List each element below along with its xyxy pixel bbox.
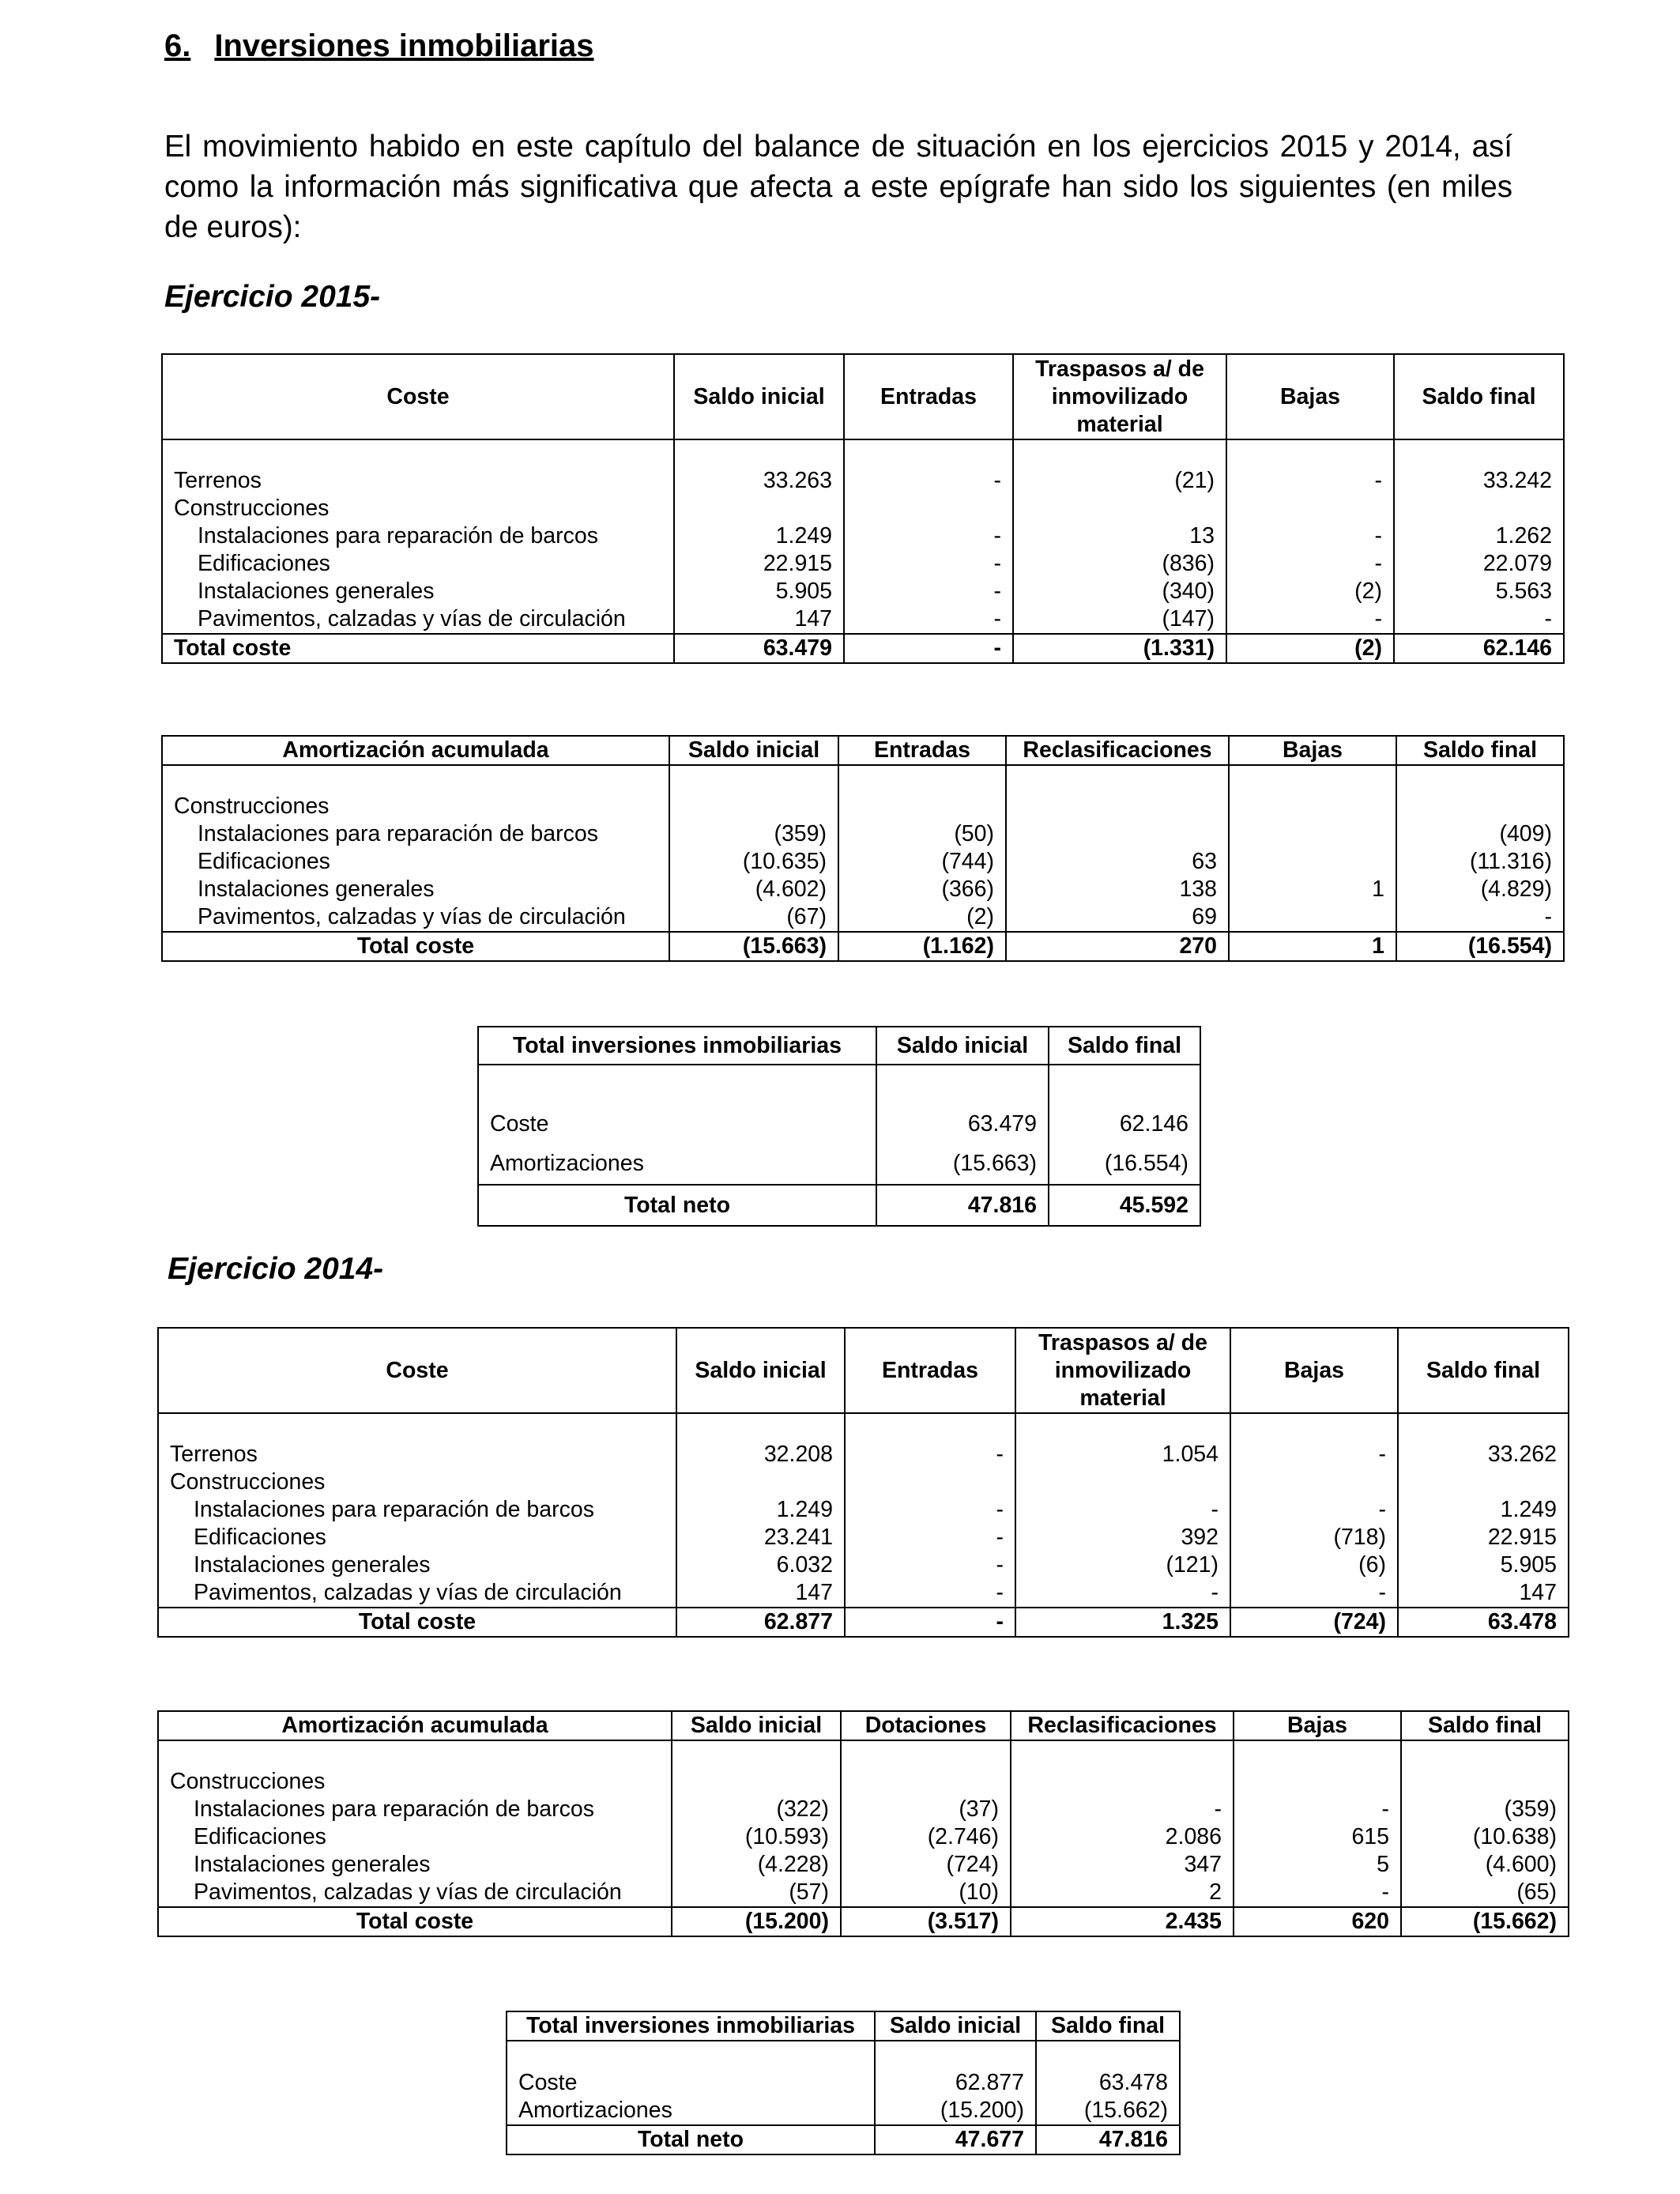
col-header: Reclasificaciones — [1011, 1711, 1234, 1740]
cell: - — [1396, 903, 1564, 932]
table-row — [478, 1104, 1200, 1144]
total-cell: 62.146 — [1394, 634, 1564, 663]
row-label: Instalaciones para reparación de barcos — [158, 1496, 676, 1524]
table-resumen-2015 — [477, 1026, 1201, 1227]
cell — [669, 793, 838, 820]
total-cell: (15.663) — [669, 932, 838, 961]
table-row — [162, 903, 1564, 932]
table-row — [158, 1579, 1569, 1608]
table-row — [162, 578, 1564, 605]
cell: - — [1015, 1579, 1230, 1608]
subtitle-2014: Ejercicio 2014- — [168, 1252, 384, 1286]
col-header: Saldo final — [1049, 1027, 1200, 1065]
cell: - — [844, 522, 1013, 550]
row-label: Amortizaciones — [507, 2097, 875, 2125]
total-row — [478, 1185, 1200, 1226]
row-label: Instalaciones para reparación de barcos — [162, 820, 669, 848]
table-row — [162, 876, 1564, 903]
cell: 6.032 — [676, 1551, 845, 1579]
table-row — [162, 605, 1564, 634]
cell: (11.316) — [1396, 848, 1564, 876]
total-cell: (1.331) — [1013, 634, 1226, 663]
cell: (15.662) — [1036, 2097, 1180, 2125]
total-cell: 47.816 — [876, 1185, 1049, 1226]
total-row — [158, 1907, 1569, 1936]
total-label: Total neto — [507, 2125, 875, 2154]
cell — [1229, 848, 1396, 876]
subtitle-2015: Ejercicio 2015- — [164, 280, 381, 314]
table-coste-2015 — [161, 353, 1565, 664]
cell: 5.905 — [1398, 1551, 1569, 1579]
cell: (340) — [1013, 578, 1226, 605]
cell — [1226, 495, 1394, 522]
cell: (6) — [1230, 1551, 1398, 1579]
table-header-row — [158, 1328, 1569, 1413]
col-header: Coste — [162, 354, 674, 439]
section-title: Inversiones inmobiliarias — [214, 28, 594, 63]
cell: (724) — [841, 1851, 1011, 1879]
cell: - — [845, 1551, 1015, 1579]
cell: - — [1011, 1796, 1234, 1823]
cell: (16.554) — [1049, 1144, 1200, 1185]
row-label: Instalaciones para reparación de barcos — [158, 1796, 672, 1823]
cell: - — [1234, 1879, 1401, 1907]
intro-paragraph: El movimiento habido en este capítulo del balance de situación en los ejercicios 2015 y 2014, así como la información más significativa que afecta a este epígrafe han sido los siguientes (en miles de euros): — [164, 130, 1512, 244]
table-row — [507, 2097, 1180, 2125]
cell: (2.746) — [841, 1823, 1011, 1851]
table-header-row — [507, 2011, 1180, 2041]
table-coste-2014 — [157, 1327, 1569, 1638]
cell: (366) — [838, 876, 1006, 903]
spacer-row — [158, 1740, 1569, 1768]
cell: - — [844, 467, 1013, 495]
cell: (50) — [838, 820, 1006, 848]
cell: - — [1230, 1496, 1398, 1524]
cell — [1229, 820, 1396, 848]
cell: - — [844, 605, 1013, 634]
cell: 22.079 — [1394, 550, 1564, 578]
row-label: Construcciones — [162, 793, 669, 820]
cell: (10.638) — [1401, 1823, 1569, 1851]
row-label: Instalaciones generales — [162, 876, 669, 903]
cell — [844, 495, 1013, 522]
col-header: Entradas — [845, 1328, 1015, 1413]
cell: (718) — [1230, 1524, 1398, 1551]
cell: 63.479 — [876, 1104, 1049, 1144]
cell — [1401, 1768, 1569, 1796]
cell: 33.263 — [674, 467, 844, 495]
cell: 5.563 — [1394, 578, 1564, 605]
cell: (10) — [841, 1879, 1011, 1907]
cell: 22.915 — [674, 550, 844, 578]
cell: 2 — [1011, 1879, 1234, 1907]
row-label: Construcciones — [158, 1768, 672, 1796]
col-header: Bajas — [1226, 354, 1394, 439]
total-cell: 620 — [1234, 1907, 1401, 1936]
cell: 1.249 — [1398, 1496, 1569, 1524]
col-header: Saldo inicial — [672, 1711, 841, 1740]
cell: (15.200) — [875, 2097, 1036, 2125]
cell: (744) — [838, 848, 1006, 876]
row-label: Instalaciones generales — [158, 1551, 676, 1579]
cell — [1394, 495, 1564, 522]
total-cell: 270 — [1006, 932, 1229, 961]
total-cell: 2.435 — [1011, 1907, 1234, 1936]
col-header: Bajas — [1234, 1711, 1401, 1740]
col-header: Saldo final — [1394, 354, 1564, 439]
cell: - — [844, 550, 1013, 578]
cell — [1015, 1468, 1230, 1496]
total-label: Total neto — [478, 1185, 876, 1226]
cell — [674, 495, 844, 522]
table-row — [158, 1551, 1569, 1579]
cell: (4.228) — [672, 1851, 841, 1879]
cell: 347 — [1011, 1851, 1234, 1879]
cell: - — [1226, 550, 1394, 578]
table-header-row — [158, 1711, 1569, 1740]
total-label: Total coste — [162, 634, 674, 663]
row-label: Construcciones — [162, 495, 674, 522]
cell: (359) — [1401, 1796, 1569, 1823]
cell — [1011, 1768, 1234, 1796]
total-cell: 1.325 — [1015, 1608, 1230, 1637]
cell: - — [845, 1441, 1015, 1468]
row-label: Pavimentos, calzadas y vías de circulación — [158, 1879, 672, 1907]
cell: (10.593) — [672, 1823, 841, 1851]
table-row — [158, 1468, 1569, 1496]
table-header-row — [162, 736, 1564, 765]
cell: 69 — [1006, 903, 1229, 932]
row-label: Amortizaciones — [478, 1144, 876, 1185]
col-header: Total inversiones inmobiliarias — [507, 2011, 875, 2041]
total-cell: - — [844, 634, 1013, 663]
spacer-row — [507, 2041, 1180, 2069]
row-label: Coste — [478, 1104, 876, 1144]
cell: 22.915 — [1398, 1524, 1569, 1551]
cell — [1006, 793, 1229, 820]
cell: 138 — [1006, 876, 1229, 903]
col-header: Amortización acumulada — [158, 1711, 672, 1740]
cell: 1.054 — [1015, 1441, 1230, 1468]
row-label: Pavimentos, calzadas y vías de circulación — [162, 903, 669, 932]
cell: (4.600) — [1401, 1851, 1569, 1879]
cell: - — [1226, 605, 1394, 634]
total-cell: (15.662) — [1401, 1907, 1569, 1936]
total-cell: 45.592 — [1049, 1185, 1200, 1226]
cell: 63 — [1006, 848, 1229, 876]
table-row — [162, 495, 1564, 522]
table-row — [158, 1524, 1569, 1551]
total-cell: 63.478 — [1398, 1608, 1569, 1637]
cell: - — [1226, 467, 1394, 495]
col-header: Saldo inicial — [676, 1328, 845, 1413]
total-cell: 47.816 — [1036, 2125, 1180, 2154]
cell: - — [844, 578, 1013, 605]
cell: 63.478 — [1036, 2069, 1180, 2097]
row-label: Instalaciones generales — [158, 1851, 672, 1879]
col-header: Reclasificaciones — [1006, 736, 1229, 765]
table-amort-2015 — [161, 735, 1565, 962]
table-row — [158, 1823, 1569, 1851]
table-row — [158, 1768, 1569, 1796]
row-label: Terrenos — [158, 1441, 676, 1468]
cell — [1230, 1468, 1398, 1496]
cell: (65) — [1401, 1879, 1569, 1907]
cell — [838, 793, 1006, 820]
cell — [1006, 820, 1229, 848]
cell: - — [1234, 1796, 1401, 1823]
cell: 5 — [1234, 1851, 1401, 1879]
table-row — [162, 522, 1564, 550]
total-label: Total coste — [158, 1608, 676, 1637]
table-row — [158, 1879, 1569, 1907]
cell: - — [1015, 1496, 1230, 1524]
cell: 33.262 — [1398, 1441, 1569, 1468]
total-row — [507, 2125, 1180, 2154]
row-label: Edificaciones — [158, 1524, 676, 1551]
cell: (2) — [1226, 578, 1394, 605]
table-amort-2014 — [157, 1710, 1569, 1937]
cell: 62.877 — [875, 2069, 1036, 2097]
total-cell: 62.877 — [676, 1608, 845, 1637]
cell: (10.635) — [669, 848, 838, 876]
cell — [1013, 495, 1226, 522]
cell: (57) — [672, 1879, 841, 1907]
cell: (67) — [669, 903, 838, 932]
row-label: Edificaciones — [162, 550, 674, 578]
cell: - — [845, 1579, 1015, 1608]
col-header: Dotaciones — [841, 1711, 1011, 1740]
table-row — [162, 550, 1564, 578]
cell: (21) — [1013, 467, 1226, 495]
total-cell: 47.677 — [875, 2125, 1036, 2154]
spacer-row — [478, 1065, 1200, 1104]
table-row — [162, 848, 1564, 876]
row-label: Construcciones — [158, 1468, 676, 1496]
row-label: Coste — [507, 2069, 875, 2097]
cell: - — [1226, 522, 1394, 550]
cell — [1229, 793, 1396, 820]
col-header: Saldo final — [1396, 736, 1564, 765]
cell: 33.242 — [1394, 467, 1564, 495]
cell: 13 — [1013, 522, 1226, 550]
cell: 147 — [1398, 1579, 1569, 1608]
total-label: Total coste — [158, 1907, 672, 1936]
col-header: Saldo inicial — [674, 354, 844, 439]
cell — [841, 1768, 1011, 1796]
row-label: Edificaciones — [162, 848, 669, 876]
spacer-row — [162, 439, 1564, 467]
total-row — [162, 634, 1564, 663]
cell: 62.146 — [1049, 1104, 1200, 1144]
cell — [676, 1468, 845, 1496]
total-cell: (15.200) — [672, 1907, 841, 1936]
row-label: Pavimentos, calzadas y vías de circulación — [158, 1579, 676, 1608]
total-cell: - — [845, 1608, 1015, 1637]
cell: 615 — [1234, 1823, 1401, 1851]
cell: (2) — [838, 903, 1006, 932]
cell — [1398, 1468, 1569, 1496]
cell: - — [1230, 1441, 1398, 1468]
total-cell: (16.554) — [1396, 932, 1564, 961]
total-label: Total coste — [162, 932, 669, 961]
col-header: Entradas — [838, 736, 1006, 765]
cell — [1396, 793, 1564, 820]
col-header: Bajas — [1230, 1328, 1398, 1413]
row-label: Terrenos — [162, 467, 674, 495]
cell: 147 — [676, 1579, 845, 1608]
cell — [1234, 1768, 1401, 1796]
cell — [845, 1468, 1015, 1496]
section-heading — [164, 28, 594, 64]
col-header: Saldo final — [1398, 1328, 1569, 1413]
table-row — [478, 1144, 1200, 1185]
cell: - — [845, 1496, 1015, 1524]
cell: 392 — [1015, 1524, 1230, 1551]
table-row — [158, 1441, 1569, 1468]
cell: (4.829) — [1396, 876, 1564, 903]
cell: 5.905 — [674, 578, 844, 605]
col-header: Coste — [158, 1328, 676, 1413]
cell: 1.262 — [1394, 522, 1564, 550]
cell: 147 — [674, 605, 844, 634]
cell: (121) — [1015, 1551, 1230, 1579]
spacer-row — [158, 1413, 1569, 1441]
cell: - — [1230, 1579, 1398, 1608]
table-row — [158, 1851, 1569, 1879]
total-row — [162, 932, 1564, 961]
table-row — [162, 467, 1564, 495]
section-number: 6. — [164, 28, 191, 63]
cell: 1 — [1229, 876, 1396, 903]
col-header: Traspasos a/ de inmovilizado material — [1015, 1328, 1230, 1413]
cell: (409) — [1396, 820, 1564, 848]
table-header-row — [478, 1027, 1200, 1065]
total-cell: (724) — [1230, 1608, 1398, 1637]
cell: 32.208 — [676, 1441, 845, 1468]
cell: 1.249 — [674, 522, 844, 550]
table-header-row — [162, 354, 1564, 439]
col-header: Amortización acumulada — [162, 736, 669, 765]
cell: 2.086 — [1011, 1823, 1234, 1851]
cell: (15.663) — [876, 1144, 1049, 1185]
table-resumen-2014 — [506, 2011, 1181, 2155]
table-row — [158, 1496, 1569, 1524]
col-header: Saldo final — [1401, 1711, 1569, 1740]
total-cell: (3.517) — [841, 1907, 1011, 1936]
col-header: Total inversiones inmobiliarias — [478, 1027, 876, 1065]
cell: - — [1394, 605, 1564, 634]
total-row — [158, 1608, 1569, 1637]
cell: (322) — [672, 1796, 841, 1823]
col-header: Traspasos a/ de inmovilizado material — [1013, 354, 1226, 439]
col-header: Saldo final — [1036, 2011, 1180, 2041]
row-label: Instalaciones generales — [162, 578, 674, 605]
total-cell: (2) — [1226, 634, 1394, 663]
total-cell: 63.479 — [674, 634, 844, 663]
col-header: Saldo inicial — [669, 736, 838, 765]
row-label: Instalaciones para reparación de barcos — [162, 522, 674, 550]
total-cell: (1.162) — [838, 932, 1006, 961]
total-cell: 1 — [1229, 932, 1396, 961]
spacer-row — [162, 765, 1564, 793]
table-row — [158, 1796, 1569, 1823]
cell: 1.249 — [676, 1496, 845, 1524]
col-header: Saldo inicial — [875, 2011, 1036, 2041]
cell — [1229, 903, 1396, 932]
table-row — [162, 793, 1564, 820]
row-label: Pavimentos, calzadas y vías de circulación — [162, 605, 674, 634]
col-header: Saldo inicial — [876, 1027, 1049, 1065]
cell: (37) — [841, 1796, 1011, 1823]
cell — [672, 1768, 841, 1796]
table-row — [507, 2069, 1180, 2097]
cell: - — [845, 1524, 1015, 1551]
cell: (147) — [1013, 605, 1226, 634]
col-header: Bajas — [1229, 736, 1396, 765]
table-row — [162, 820, 1564, 848]
row-label: Edificaciones — [158, 1823, 672, 1851]
cell: (4.602) — [669, 876, 838, 903]
col-header: Entradas — [844, 354, 1013, 439]
cell: (836) — [1013, 550, 1226, 578]
cell: (359) — [669, 820, 838, 848]
cell: 23.241 — [676, 1524, 845, 1551]
